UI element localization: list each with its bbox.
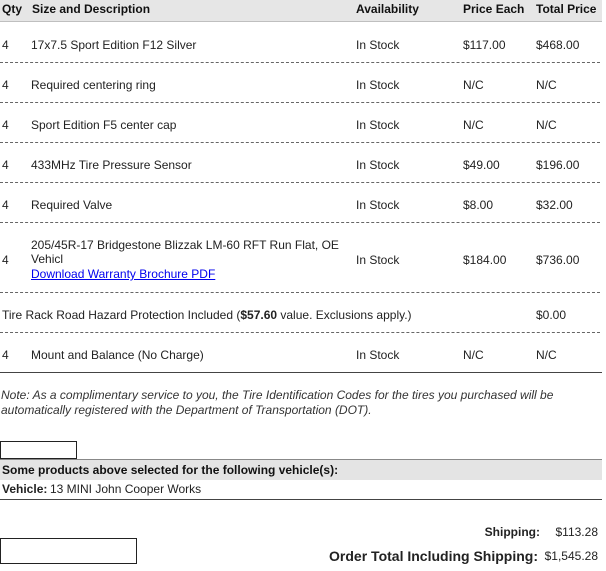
- description-cell: Sport Edition F5 center cap: [31, 118, 177, 132]
- empty-button-box[interactable]: [0, 441, 77, 459]
- vehicle-label: Vehicle:: [2, 482, 48, 496]
- row-divider: [0, 332, 600, 333]
- description-line-2: Vehicl: [31, 252, 64, 266]
- road-hazard-text: Tire Rack Road Hazard Protection Included ($57.60 value. Exclusions apply.): [2, 308, 412, 322]
- vehicle-section-divider: [0, 499, 602, 500]
- description-cell: Required centering ring: [31, 78, 156, 92]
- vehicle-section-heading-band: [0, 459, 602, 480]
- description-cell: 433MHz Tire Pressure Sensor: [31, 158, 192, 172]
- availability-cell: In Stock: [356, 38, 400, 52]
- row-divider: [0, 182, 600, 183]
- availability-cell: In Stock: [356, 348, 400, 362]
- vehicle-section-heading: Some products above selected for the following vehicle(s):: [2, 463, 339, 477]
- road-hazard-value: $57.60: [240, 308, 278, 322]
- header-description: Size and Description: [32, 2, 151, 16]
- row-divider: [0, 142, 600, 143]
- qty-cell: 4: [2, 198, 9, 212]
- vehicle-value: 13 MINI John Cooper Works: [50, 482, 202, 496]
- qty-cell: 4: [2, 348, 9, 362]
- qty-cell: 4: [2, 38, 9, 52]
- total-price-cell: N/C: [536, 348, 557, 362]
- order-total-label: Order Total Including Shipping:: [329, 548, 538, 564]
- price-each-cell: N/C: [463, 78, 484, 92]
- total-price-cell: $32.00: [536, 198, 573, 212]
- dot-registration-note: Note: As a complimentary service to you, the Tire Identification Codes for the tires you purchased will be automatically registered with the Department of Transportation (DOT).: [1, 388, 554, 417]
- total-price-cell: $196.00: [536, 158, 580, 172]
- price-each-cell: $49.00: [463, 158, 500, 172]
- description-cell: Required Valve: [31, 198, 113, 212]
- availability-cell: In Stock: [356, 78, 400, 92]
- total-price-cell: N/C: [536, 118, 557, 132]
- availability-cell: In Stock: [356, 198, 400, 212]
- qty-cell: 4: [2, 158, 9, 172]
- warranty-brochure-link[interactable]: Download Warranty Brochure PDF: [31, 267, 216, 281]
- empty-input-box[interactable]: [0, 538, 137, 564]
- road-hazard-total: $0.00: [536, 308, 567, 322]
- availability-cell: In Stock: [356, 118, 400, 132]
- total-price-cell: $468.00: [536, 38, 580, 52]
- table-header: [0, 0, 602, 22]
- price-each-cell: $8.00: [463, 198, 494, 212]
- description-cell: Mount and Balance (No Charge): [31, 348, 204, 362]
- price-each-cell: $117.00: [463, 38, 506, 52]
- total-price-cell: $736.00: [536, 253, 580, 267]
- header-price-each: Price Each: [463, 2, 525, 16]
- availability-cell: In Stock: [356, 253, 400, 267]
- shipping-value: $113.28: [555, 525, 598, 539]
- row-divider: [0, 222, 600, 223]
- qty-cell: 4: [2, 78, 9, 92]
- order-total-value: $1,545.28: [544, 549, 598, 563]
- price-each-cell: N/C: [463, 348, 484, 362]
- row-divider: [0, 62, 600, 63]
- row-divider: [0, 292, 600, 293]
- total-price-cell: N/C: [536, 78, 557, 92]
- price-each-cell: $184.00: [463, 253, 507, 267]
- header-availability: Availability: [356, 2, 419, 16]
- qty-cell: 4: [2, 118, 9, 132]
- price-each-cell: N/C: [463, 118, 484, 132]
- header-qty: Qty: [2, 2, 23, 16]
- qty-cell: 4: [2, 253, 9, 267]
- row-divider: [0, 102, 600, 103]
- shipping-label: Shipping:: [484, 525, 540, 539]
- availability-cell: In Stock: [356, 158, 400, 172]
- table-bottom-border: [0, 372, 602, 373]
- header-total-price: Total Price: [536, 2, 597, 16]
- description-cell: 17x7.5 Sport Edition F12 Silver: [31, 38, 197, 52]
- description-line-1: 205/45R-17 Bridgestone Blizzak LM-60 RFT Run Flat, OE: [31, 238, 339, 252]
